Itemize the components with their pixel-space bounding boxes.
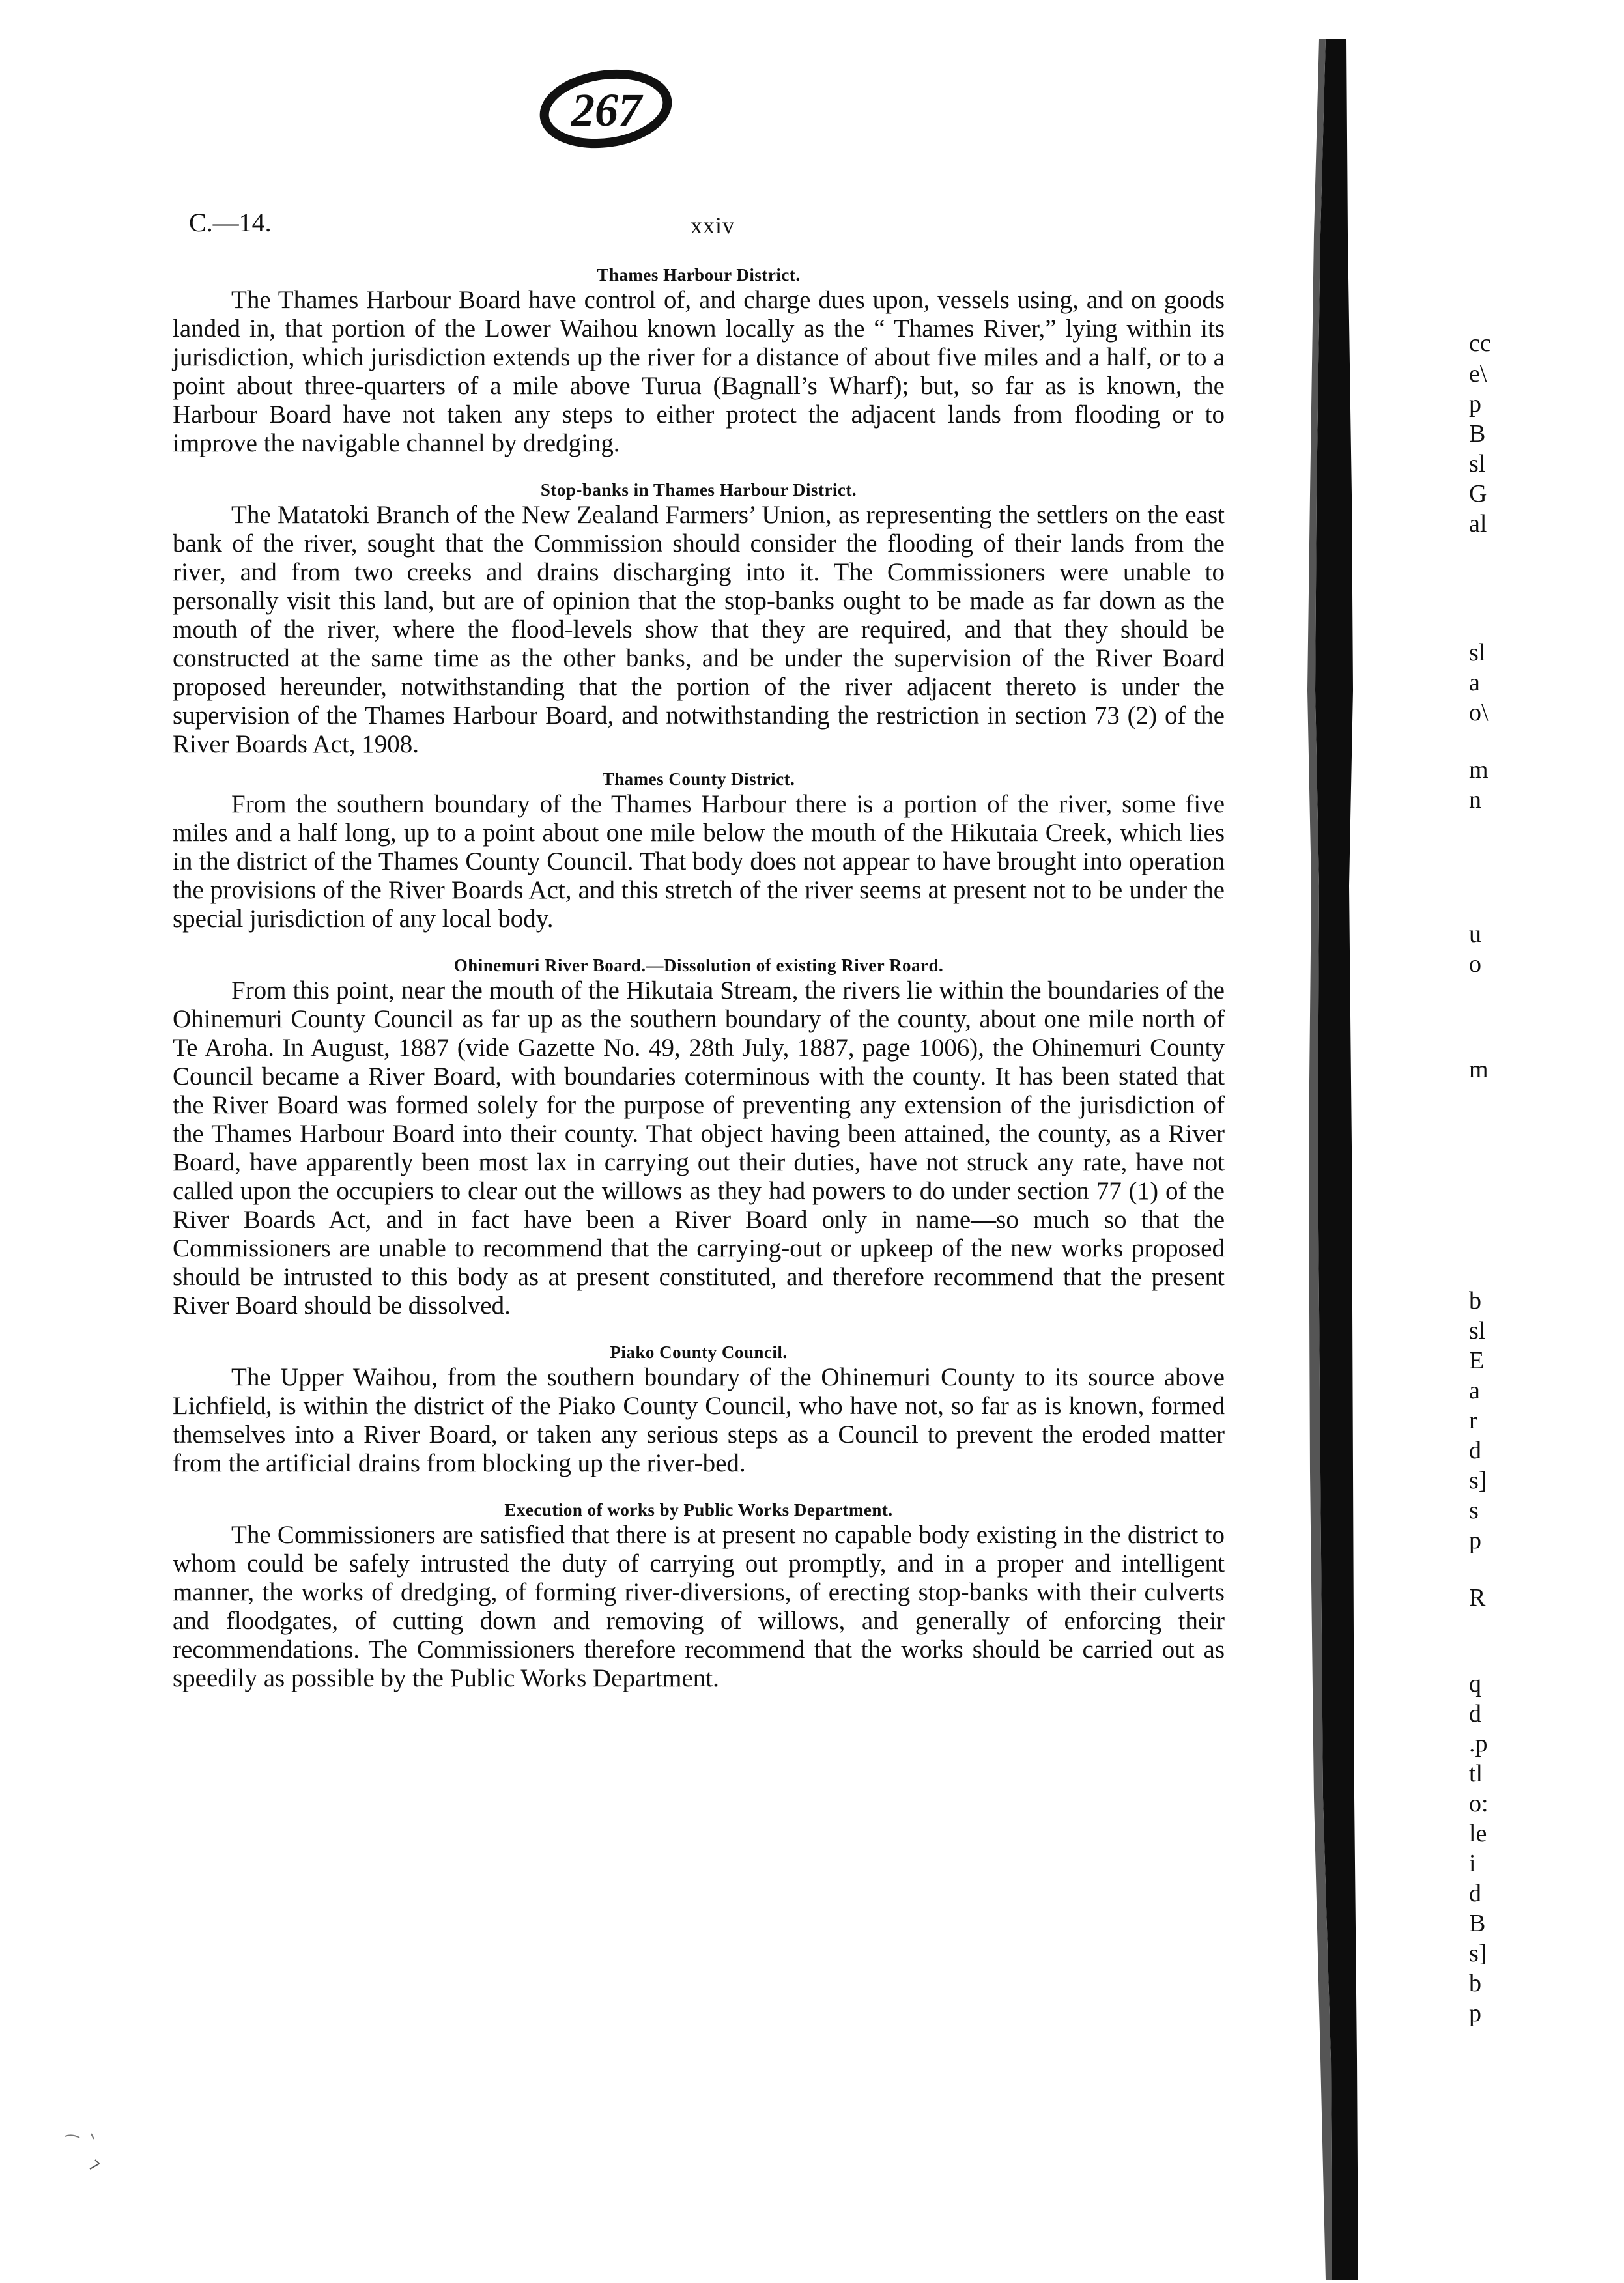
facing-page-fragment: a <box>1469 669 1483 696</box>
page-number: xxiv <box>691 212 735 238</box>
facing-page-fragment: u <box>1469 920 1484 948</box>
facing-page-fragment: s] <box>1469 1940 1487 1967</box>
facing-page-fragment: s <box>1469 1497 1479 1524</box>
section-heading: Piako County Council. <box>610 1342 788 1362</box>
facing-page-fragment: le <box>1469 1820 1487 1847</box>
facing-page-fragment: R <box>1469 1584 1486 1611</box>
stamp-number: 267 <box>571 84 642 136</box>
section-heading: Ohinemuri River Board.—Dissolution of existing River Roard. <box>453 956 944 975</box>
facing-page-fragment: al <box>1469 510 1487 537</box>
facing-page-fragment: tl <box>1469 1760 1483 1787</box>
section-heading: Stop-banks in Thames Harbour District. <box>540 480 857 500</box>
book-binding-shadow <box>1306 39 1365 2280</box>
paragraph: The Thames Harbour Board have control of, and charge dues upon, vessels using, and on goods landed in, that portion of the Lower Waihou known locally as the “ Thames River,” lying within its jurisdiction, which jurisdiction extends up the river for a distance of about five miles and a half, or to a point about three-quarters of a mile above Turua (Bagnall’s Wharf); but, so far as is known, the Harbour Board have not taken any steps to either protect the adjacent lands from flooding or to improve the navigable channel by dredging. <box>173 286 1225 457</box>
facing-page-fragment: m <box>1469 1056 1489 1083</box>
facing-page-fragment: a <box>1469 1377 1480 1404</box>
facing-page-fragment: B <box>1469 420 1486 447</box>
facing-page-fragment: p <box>1469 1527 1481 1554</box>
facing-page-fragment: m <box>1469 756 1489 784</box>
facing-page-fragment: o <box>1469 950 1484 978</box>
facing-page-fragment: p <box>1469 2000 1481 2027</box>
paragraph: From this point, near the mouth of the Hikutaia Stream, the rivers lie within the boundaries of the Ohinemuri County Council as far up as the southern boundary of the county, about one mile north of Te Aroha. In August, 1887 (vide Gazette No. 49, 28th July, 1887, page 1006), the Ohinemuri County Council became a River Board, with boundaries coterminous with the county. It has been stated that the River Board was formed solely for the purpose of preventing any extension of the jurisdiction of the Thames Harbour Board into their county. That object having been attained, the county, as a River Board, have apparently been most lax in carrying out their duties, have not struck any rate, have not called upon the occupiers to clear out the willows as they had powers to do under section 77 (1) of the River Boards Act, and in fact have been a River Board only in name—so much so that the Commissioners are unable to recommend that the carrying-out or upkeep of the new works proposed should be intrusted to this body as at present constituted, and therefore recommend that the present River Board should be dissolved. <box>173 976 1225 1320</box>
section-heading: Thames Harbour District. <box>597 265 801 285</box>
facing-page-fragment: d <box>1469 1437 1481 1464</box>
facing-page-fragment: sl <box>1469 639 1486 666</box>
section-heading: Execution of works by Public Works Department. <box>504 1500 893 1520</box>
handwritten-page-stamp <box>531 62 681 153</box>
scan-specks <box>59 2130 137 2182</box>
facing-page-fragment: s] <box>1469 1467 1487 1494</box>
paragraph: The Matatoki Branch of the New Zealand Farmers’ Union, as representing the settlers on the east bank of the river, sought that the Commission should consider the flooding of their lands from the river, and from two creeks and drains discharging into it. The Commissioners were unable to personally visit this land, but are of opinion that the stop-banks ought to be made as far down as the mouth of the river, where the flood-levels show that they are required, and that they should be constructed at the same time as the other banks, and be under the supervision of the River Board proposed hereunder, notwithstanding that the portion of the river adjacent thereto is under the supervision of the Thames Harbour Board, and notwithstanding the restriction in section 73 (2) of the River Boards Act, 1908. <box>173 501 1225 758</box>
facing-page-fragment: o\ <box>1469 699 1489 726</box>
paragraph: From the southern boundary of the Thames Harbour there is a portion of the river, some five miles and a half long, up to a point about one mile below the mouth of the Hikutaia Creek, which lies in the district of the Thames County Council. That body does not appear to have brought into operation the provisions of the River Boards Act, and this stretch of the river seems at present not to be under the special jurisdiction of any local body. <box>173 790 1225 933</box>
document-reference: C.—14. <box>189 208 272 237</box>
facing-page-fragment: d <box>1469 1880 1481 1907</box>
facing-page-fragment: i <box>1469 1850 1478 1877</box>
facing-page-fragment: E <box>1469 1347 1485 1374</box>
facing-page-margin <box>1469 0 1599 2282</box>
facing-page-fragment: q <box>1469 1670 1481 1697</box>
facing-page-fragment: sl <box>1469 1317 1486 1344</box>
facing-page-fragment: .p <box>1469 1730 1488 1757</box>
facing-page-fragment: r <box>1469 1407 1477 1434</box>
facing-page-fragment: sl <box>1469 450 1486 477</box>
facing-page-fragment: cc <box>1469 330 1491 357</box>
facing-page-fragment: o: <box>1469 1790 1489 1817</box>
document-body <box>173 264 1225 1702</box>
paragraph: The Commissioners are satisfied that there is at present no capable body existing in the district to whom could be safely intrusted the duty of carrying out promptly, and in a proper and intelligent manner, the works of dredging, of forming river-diversions, of erecting stop-banks with their culverts and floodgates, of cutting down and removing of willows, and generally of enforcing their recommendations. The Commissioners therefore recommend that the works should be carried out as speedily as possible by the Public Works Department. <box>173 1521 1225 1692</box>
facing-page-fragment: e\ <box>1469 360 1487 388</box>
paragraph: The Upper Waihou, from the southern boundary of the Ohinemuri County to its source above Lichfield, is within the district of the Piako County Council, who have not, so far as is known, formed themselves into a River Board, or taken any serious steps as a Council to prevent the eroded matter from the artificial drains from blocking up the river-bed. <box>173 1363 1225 1477</box>
facing-page-fragment: d <box>1469 1700 1481 1727</box>
facing-page-fragment: n <box>1469 786 1484 814</box>
stamp-circle-icon <box>531 62 681 153</box>
facing-page-fragment: b <box>1469 1970 1481 1997</box>
facing-page-fragment: B <box>1469 1910 1486 1937</box>
facing-page-fragment: b <box>1469 1287 1481 1314</box>
facing-page-fragment: G <box>1469 480 1487 507</box>
facing-page-fragment: p <box>1469 390 1484 418</box>
section-heading: Thames County District. <box>602 769 795 789</box>
